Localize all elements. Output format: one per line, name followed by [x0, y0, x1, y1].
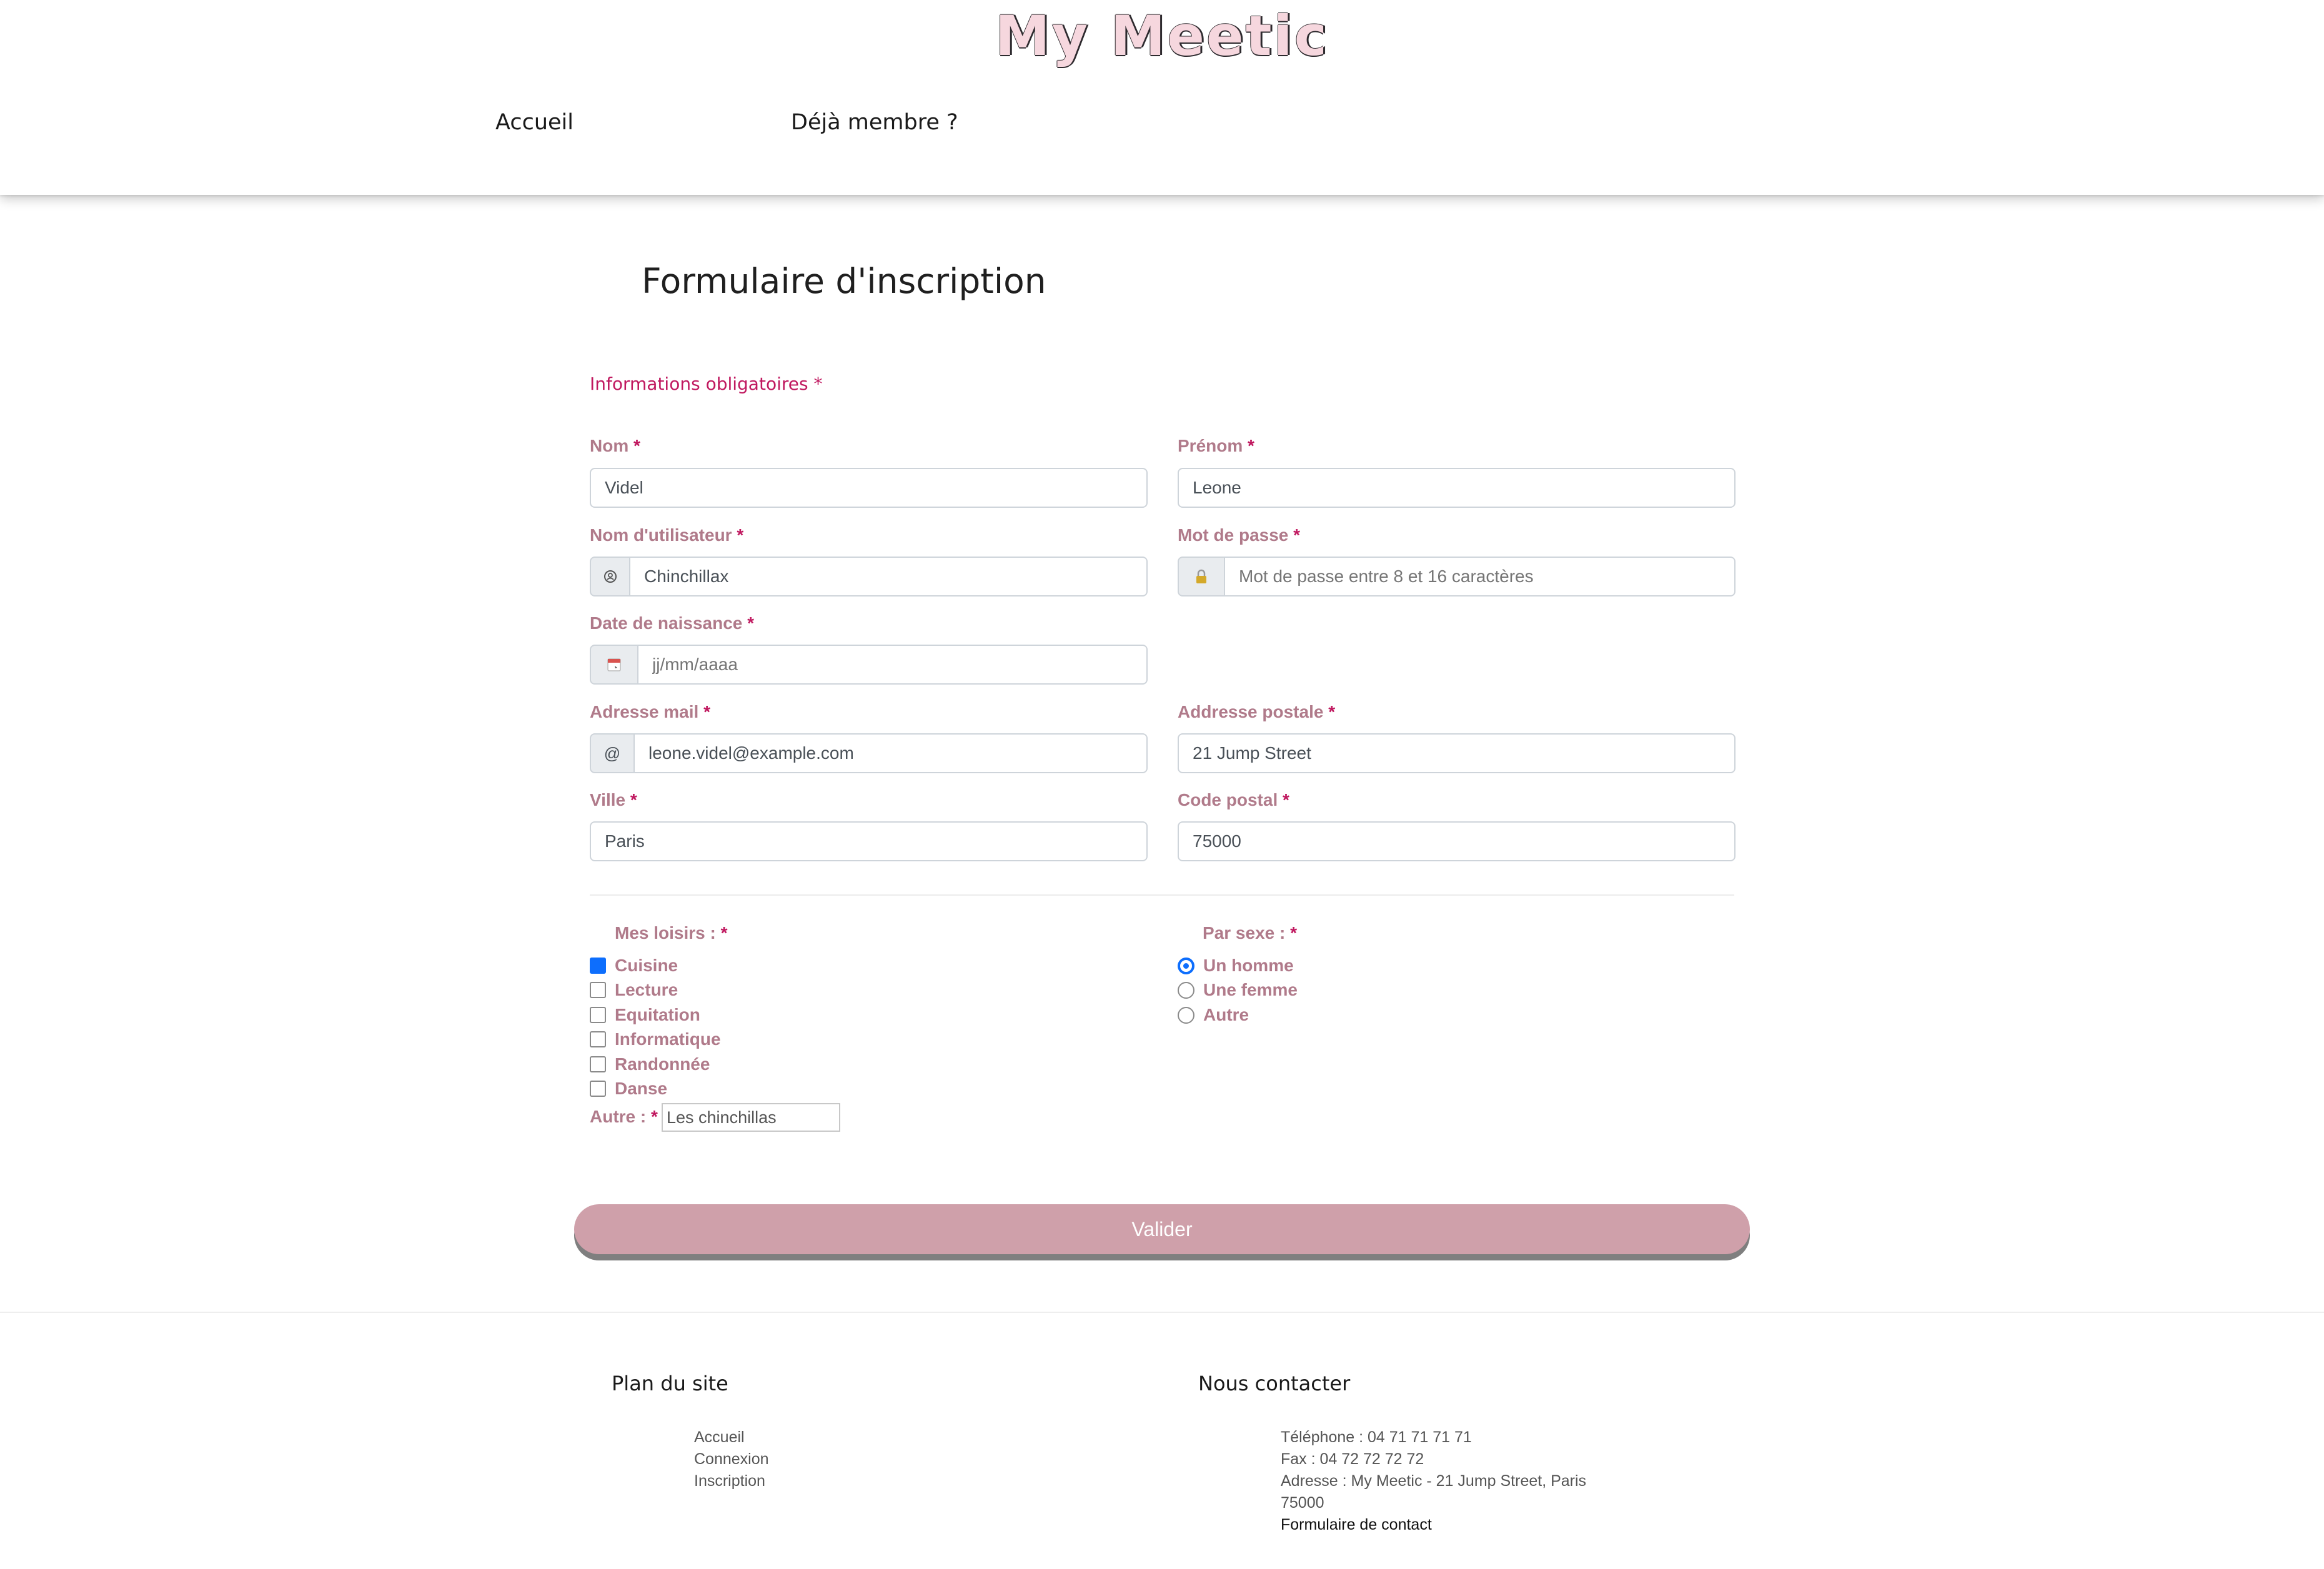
required-mark: * [747, 613, 755, 633]
birthdate-group [590, 645, 1148, 685]
nom-label [590, 436, 640, 456]
sex-radio-femme[interactable] [1178, 979, 1298, 1001]
hobby-checkbox-equitation[interactable] [590, 1004, 700, 1026]
hobby-checkbox-danse[interactable] [590, 1077, 667, 1100]
required-mark: * [703, 702, 711, 721]
password-label [1178, 525, 1300, 545]
radio-selected[interactable] [1178, 958, 1194, 974]
required-mark: * [633, 436, 640, 455]
required-mark: * [1248, 436, 1254, 455]
site-logo[interactable]: My Meetic [995, 4, 1329, 68]
address-label-text: Addresse postale [1178, 702, 1324, 721]
nom-label-text: Nom [590, 436, 629, 455]
required-mark: * [1293, 525, 1301, 545]
checkbox[interactable] [590, 1056, 606, 1072]
nom-input[interactable] [590, 468, 1148, 508]
sex-label [1203, 923, 1297, 943]
hobby-checkbox-lecture[interactable] [590, 979, 678, 1001]
footer-address-line2: 75000 [1281, 1494, 1324, 1512]
hobby-other-label-text: Autre : [590, 1107, 647, 1126]
sex-option-label: Une femme [1203, 980, 1298, 999]
hobby-other-label [590, 1107, 658, 1127]
user-icon [590, 557, 629, 596]
password-input[interactable] [1224, 557, 1736, 596]
nav-member-link[interactable]: Déjà membre ? [791, 110, 958, 135]
footer-link-accueil[interactable]: Accueil [694, 1428, 745, 1446]
username-group [590, 557, 1148, 596]
address-input[interactable] [1178, 733, 1736, 773]
password-group [1178, 557, 1736, 596]
footer-contact-title: Nous contacter [1198, 1372, 1351, 1395]
calendar-icon [590, 645, 637, 685]
birthdate-label [590, 613, 754, 633]
radio[interactable] [1178, 1007, 1194, 1024]
lock-icon [1178, 557, 1224, 596]
hobby-label: Equitation [615, 1005, 700, 1024]
address-label [1178, 702, 1335, 722]
birthdate-input[interactable] [637, 645, 1148, 685]
username-input[interactable] [629, 557, 1148, 596]
hobby-label: Randonnée [615, 1054, 710, 1074]
required-note-text: Informations obligatoires [590, 374, 808, 394]
sex-option-label: Un homme [1203, 956, 1294, 975]
at-sign-icon: @ [590, 733, 633, 773]
nav-home-link[interactable]: Accueil [495, 110, 574, 135]
email-group [590, 733, 1148, 773]
footer-phone: Téléphone : 04 71 71 71 71 [1281, 1428, 1472, 1446]
sex-radio-homme[interactable] [1178, 954, 1294, 977]
required-mark: * [1290, 923, 1298, 943]
postal-input[interactable] [1178, 821, 1736, 861]
required-mark: * [737, 525, 744, 545]
sex-radio-autre[interactable] [1178, 1004, 1249, 1026]
checkbox[interactable] [590, 1031, 606, 1047]
hobby-other-input[interactable] [662, 1103, 840, 1132]
checkbox[interactable] [590, 1007, 606, 1023]
page-title: Formulaire d'inscription [642, 261, 1046, 301]
hobby-checkbox-randonnee[interactable] [590, 1053, 710, 1076]
site-header [0, 0, 2324, 195]
form-divider [590, 894, 1734, 896]
footer-contact-list [1281, 1427, 1586, 1536]
footer-fax: Fax : 04 72 72 72 72 [1281, 1450, 1424, 1468]
required-note [590, 374, 822, 394]
hobby-checkbox-informatique[interactable] [590, 1028, 721, 1051]
email-label [590, 702, 710, 722]
hobby-label: Cuisine [615, 956, 678, 975]
city-label-text: Ville [590, 790, 626, 809]
footer-sitemap-list [694, 1427, 769, 1492]
footer-link-inscription[interactable]: Inscription [694, 1472, 765, 1490]
checkbox[interactable] [590, 982, 606, 998]
required-mark: * [813, 374, 823, 394]
prenom-label [1178, 436, 1254, 456]
hobby-checkbox-cuisine[interactable] [590, 954, 678, 977]
footer-sitemap-title: Plan du site [612, 1372, 728, 1395]
required-mark: * [1283, 790, 1289, 809]
sex-option-label: Autre [1203, 1005, 1249, 1024]
username-label-text: Nom d'utilisateur [590, 525, 732, 545]
hobby-label: Lecture [615, 980, 678, 999]
postal-label [1178, 790, 1289, 810]
hobby-label: Danse [615, 1079, 668, 1098]
postal-label-text: Code postal [1178, 790, 1278, 809]
hobbies-label-text: Mes loisirs : [615, 923, 716, 943]
submit-button[interactable]: Valider [574, 1204, 1750, 1254]
footer-contact-form-link[interactable]: Formulaire de contact [1281, 1516, 1432, 1533]
prenom-label-text: Prénom [1178, 436, 1243, 455]
password-label-text: Mot de passe [1178, 525, 1289, 545]
email-label-text: Adresse mail [590, 702, 699, 721]
radio[interactable] [1178, 982, 1194, 999]
sex-label-text: Par sexe : [1203, 923, 1286, 943]
hobbies-label [615, 923, 728, 943]
city-label [590, 790, 637, 810]
footer-divider [0, 1312, 2324, 1313]
username-label [590, 525, 743, 545]
checkbox-checked[interactable] [590, 958, 606, 974]
required-mark: * [720, 923, 728, 943]
required-mark: * [651, 1107, 658, 1126]
checkbox[interactable] [590, 1081, 606, 1097]
city-input[interactable] [590, 821, 1148, 861]
required-mark: * [1328, 702, 1336, 721]
footer-link-connexion[interactable]: Connexion [694, 1450, 769, 1468]
prenom-input[interactable] [1178, 468, 1736, 508]
required-mark: * [630, 790, 637, 809]
hobby-label: Informatique [615, 1029, 721, 1049]
footer-address-line1: Adresse : My Meetic - 21 Jump Street, Paris [1281, 1472, 1587, 1490]
email-input[interactable] [633, 733, 1148, 773]
birthdate-label-text: Date de naissance [590, 613, 743, 633]
